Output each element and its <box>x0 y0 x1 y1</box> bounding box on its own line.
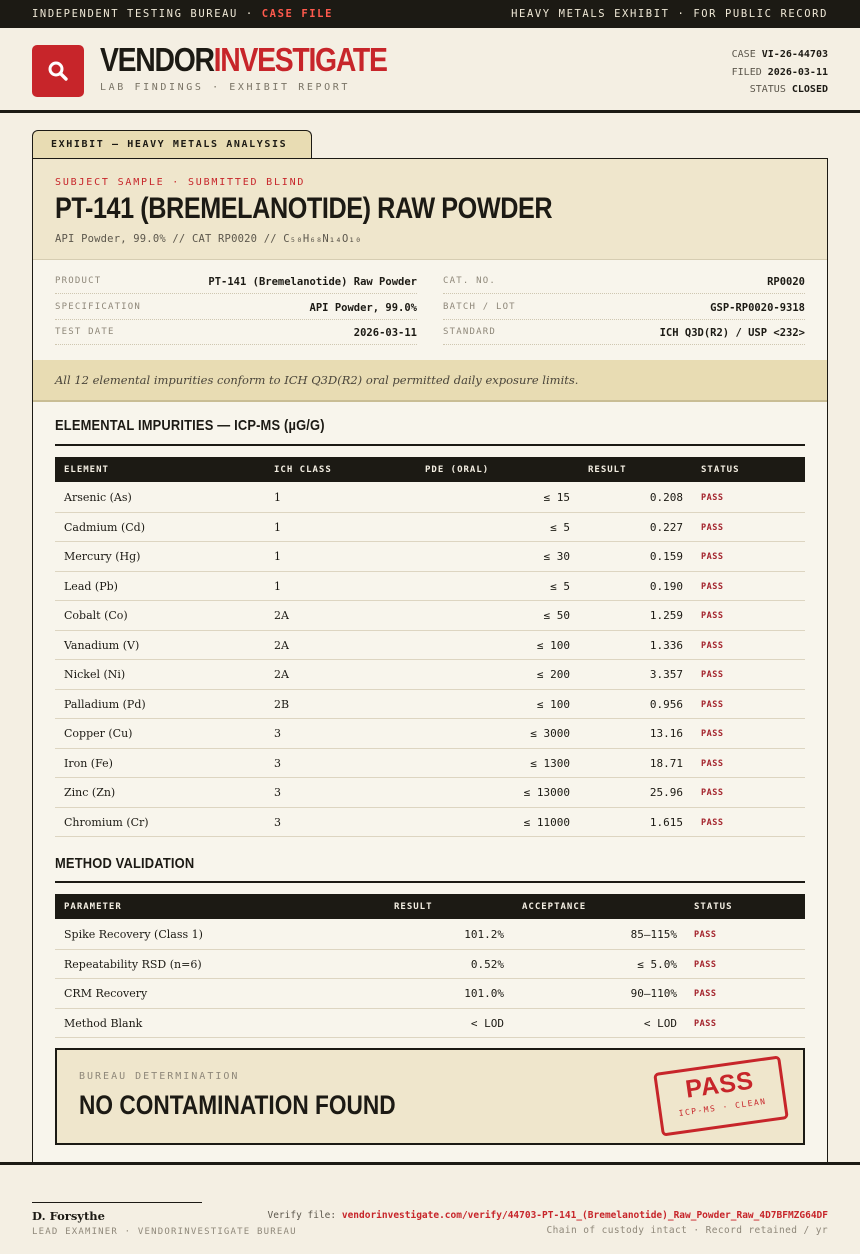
status-label: STATUS <box>749 84 786 95</box>
column-header-status: STATUS <box>694 902 733 912</box>
header-divider <box>0 110 860 113</box>
element-name: Cobalt (Co) <box>64 609 128 622</box>
detail-value: PT-141 (Bremelanotide) Raw Powder <box>208 276 417 288</box>
ich-class: 3 <box>274 756 281 770</box>
validation-table-header <box>55 894 805 919</box>
pde-limit: ≤ 100 <box>536 697 570 711</box>
verify-line <box>267 1210 828 1221</box>
result-value: 1.336 <box>649 638 683 652</box>
element-name: Lead (Pb) <box>64 579 118 593</box>
pde-limit: ≤ 13000 <box>523 786 570 799</box>
table-row <box>55 777 805 808</box>
detail-value: 2026-03-11 <box>353 327 417 339</box>
status-badge: PASS <box>701 522 724 533</box>
element-name: Nickel (Ni) <box>64 668 126 681</box>
filed-row <box>732 64 828 82</box>
detail-label: PRODUCT <box>55 276 102 286</box>
pde-limit: ≤ 11000 <box>523 815 570 829</box>
filed-date: 2026-03-11 <box>767 66 828 78</box>
status-badge: PASS <box>694 989 717 999</box>
ich-class: 3 <box>274 815 281 829</box>
verify-label: Verify file: <box>267 1210 342 1221</box>
conformance-divider <box>33 400 827 402</box>
result-value: 25.96 <box>649 786 683 799</box>
parameter-name: Repeatability RSD (n=6) <box>64 957 202 971</box>
detail-label: SPECIFICATION <box>55 302 142 312</box>
status-badge: PASS <box>701 699 724 710</box>
top-bar <box>0 0 860 28</box>
stamp-main-text: PASS <box>683 1066 756 1104</box>
table-row <box>55 807 805 838</box>
ich-class: 3 <box>274 727 281 740</box>
pde-limit: ≤ 50 <box>543 609 570 622</box>
detail-value: ICH Q3D(R2) / USP <232> <box>659 327 805 339</box>
pde-limit: ≤ 5 <box>550 520 570 534</box>
status-badge: PASS <box>701 729 724 739</box>
status-badge: PASS <box>694 1018 717 1029</box>
subject-panel <box>33 159 827 260</box>
ich-class: 1 <box>274 520 281 534</box>
detail-specification <box>55 297 417 320</box>
bureau-label: INDEPENDENT TESTING BUREAU · <box>32 8 262 20</box>
element-name: Cadmium (Cd) <box>64 520 146 534</box>
case-meta <box>732 46 828 99</box>
conformance-note: All 12 elemental impurities conform to ICH Q3D(R2) oral permitted daily exposure limits. <box>55 373 579 387</box>
element-name: Vanadium (V) <box>64 638 140 652</box>
table-row <box>55 718 805 749</box>
conformance-banner <box>33 360 827 400</box>
detail-standard <box>443 322 805 345</box>
filed-label: FILED <box>731 66 762 78</box>
ich-class: 1 <box>274 550 281 563</box>
element-name: Mercury (Hg) <box>64 550 141 563</box>
ich-class: 2A <box>274 668 289 681</box>
result-value: 1.615 <box>649 815 683 829</box>
detail-value: GSP-RP0020-9318 <box>710 302 805 314</box>
element-name: Chromium (Cr) <box>64 815 149 829</box>
examiner-name: D. Forsythe <box>32 1209 105 1223</box>
element-name: Zinc (Zn) <box>64 786 116 799</box>
status-badge: PASS <box>701 788 724 798</box>
result-value: 0.956 <box>649 697 683 711</box>
impurities-heading: ELEMENTAL IMPURITIES — ICP-MS (µG/G) <box>55 417 325 434</box>
stamp-sub-text: ICP-MS · CLEAN <box>678 1096 768 1118</box>
column-header-parameter: PARAMETER <box>64 902 122 912</box>
impurities-table-header <box>55 457 805 482</box>
exhibit-tab[interactable] <box>32 130 312 158</box>
column-header-result: RESULT <box>588 465 627 475</box>
acceptance-value: < LOD <box>643 1016 677 1030</box>
result-value: 0.208 <box>649 491 683 504</box>
ich-class: 1 <box>274 491 281 504</box>
pde-limit: ≤ 15 <box>543 491 570 504</box>
element-name: Palladium (Pd) <box>64 697 146 711</box>
ich-class: 2A <box>274 638 289 652</box>
pass-stamp <box>653 1055 789 1136</box>
validation-heading: METHOD VALIDATION <box>55 855 195 872</box>
brand-part-1: VENDOR <box>100 41 214 78</box>
case-file-label: CASE FILE <box>261 8 334 20</box>
validation-heading-rule <box>55 881 805 883</box>
status-badge: PASS <box>701 581 724 592</box>
top-bar-right: HEAVY METALS EXHIBIT · FOR PUBLIC RECORD <box>511 8 828 20</box>
status-badge: PASS <box>694 959 717 970</box>
detail-label: STANDARD <box>443 327 496 337</box>
pde-limit: ≤ 200 <box>536 668 570 681</box>
exhibit-card <box>32 158 828 1163</box>
result-value: 101.2% <box>464 928 504 941</box>
ich-class: 3 <box>274 786 281 799</box>
ich-class: 1 <box>274 579 281 593</box>
column-header-acceptance: ACCEPTANCE <box>522 902 587 912</box>
column-header-pde: PDE (ORAL) <box>425 465 490 475</box>
pde-limit: ≤ 5 <box>550 579 570 593</box>
status-badge: PASS <box>701 611 724 621</box>
detail-value: RP0020 <box>767 276 805 288</box>
result-value: 1.259 <box>649 609 683 622</box>
brand-part-2: INVESTIGATE <box>213 41 387 78</box>
pde-limit: ≤ 100 <box>536 638 570 652</box>
pde-limit: ≤ 30 <box>543 550 570 563</box>
result-value: 101.0% <box>464 987 504 1000</box>
bureau-determination <box>55 1048 805 1145</box>
table-row <box>55 571 805 602</box>
parameter-name: Method Blank <box>64 1016 143 1030</box>
parameter-name: Spike Recovery (Class 1) <box>64 928 203 941</box>
header <box>0 28 860 111</box>
parameter-name: CRM Recovery <box>64 987 148 1000</box>
detail-product <box>55 271 417 294</box>
result-value: 0.227 <box>649 520 683 534</box>
status-badge: PASS <box>701 493 724 503</box>
detail-label: CAT. NO. <box>443 276 496 286</box>
status-badge: PASS <box>701 552 724 562</box>
ich-class: 2A <box>274 609 289 622</box>
detail-batch <box>443 297 805 320</box>
verify-link[interactable]: vendorinvestigate.com/verify/44703-PT-141_(Bremelanotide)_Raw_Powder_Raw_4D7BFMZG64DF <box>341 1210 828 1221</box>
table-row <box>55 659 805 690</box>
table-row <box>55 748 805 779</box>
result-value: 0.190 <box>649 579 683 593</box>
ich-class: 2B <box>274 697 290 711</box>
result-value: 13.16 <box>649 727 683 740</box>
table-row <box>55 1008 805 1039</box>
status-badge: PASS <box>701 640 724 651</box>
case-number-row <box>732 46 828 64</box>
result-value: 3.357 <box>649 668 683 681</box>
element-name: Copper (Cu) <box>64 727 133 740</box>
top-bar-left <box>32 8 333 20</box>
table-row <box>55 689 805 720</box>
table-row <box>55 512 805 543</box>
logo[interactable] <box>32 45 84 97</box>
examiner-role: LEAD EXAMINER · VENDORINVESTIGATE BUREAU <box>32 1227 297 1237</box>
pde-limit: ≤ 1300 <box>530 756 570 770</box>
subject-title: PT-141 (BREMELANOTIDE) RAW POWDER <box>55 192 553 225</box>
acceptance-value: 90–110% <box>630 987 677 1000</box>
status-badge: PASS <box>701 817 724 828</box>
status-row <box>732 81 828 99</box>
table-row <box>55 600 805 631</box>
acceptance-value: 85–115% <box>630 928 677 941</box>
status-badge: PASS <box>694 930 717 940</box>
status-badge: PASS <box>701 670 724 680</box>
column-header-result: RESULT <box>394 902 433 912</box>
result-value: 0.52% <box>470 957 504 971</box>
case-label: CASE <box>731 49 756 60</box>
element-name: Arsenic (As) <box>64 491 132 504</box>
result-value: 18.71 <box>649 756 683 770</box>
exhibit-tab-label: EXHIBIT — HEAVY METALS ANALYSIS <box>51 139 288 150</box>
search-icon <box>47 60 69 82</box>
table-row <box>55 482 805 513</box>
detail-label: TEST DATE <box>55 327 115 337</box>
table-row <box>55 630 805 661</box>
case-number: VI-26-44703 <box>761 49 828 60</box>
result-value: 0.159 <box>649 550 683 563</box>
custody-note: Chain of custody intact · Record retained / yr <box>546 1225 828 1236</box>
status-badge: PASS <box>701 758 724 769</box>
table-row <box>55 949 805 980</box>
table-row <box>55 978 805 1009</box>
column-header-ich-class: ICH CLASS <box>274 465 332 475</box>
pde-limit: ≤ 3000 <box>530 727 570 740</box>
detail-test-date <box>55 322 417 345</box>
table-row <box>55 541 805 572</box>
determination-label: BUREAU DETERMINATION <box>79 1071 240 1082</box>
subject-label: SUBJECT SAMPLE · SUBMITTED BLIND <box>55 177 306 188</box>
acceptance-value: ≤ 5.0% <box>637 957 677 971</box>
brand-name <box>100 42 387 78</box>
column-header-status: STATUS <box>701 465 740 475</box>
footer-divider <box>0 1162 860 1165</box>
signature-line <box>32 1202 202 1203</box>
detail-cat-no <box>443 271 805 294</box>
case-status: CLOSED <box>791 84 828 95</box>
impurities-heading-rule <box>55 444 805 446</box>
column-header-element: ELEMENT <box>64 465 109 475</box>
detail-label: BATCH / LOT <box>443 302 516 312</box>
brand-tagline: LAB FINDINGS · EXHIBIT REPORT <box>100 82 350 93</box>
determination-verdict: NO CONTAMINATION FOUND <box>79 1090 396 1120</box>
element-name: Iron (Fe) <box>64 756 113 770</box>
subject-spec-line: API Powder, 99.0% // CAT RP0020 // C₅₀H₆₈N₁₄O₁₀ <box>55 233 362 245</box>
table-row <box>55 919 805 950</box>
result-value: < LOD <box>470 1016 504 1030</box>
detail-value: API Powder, 99.0% <box>309 302 417 314</box>
